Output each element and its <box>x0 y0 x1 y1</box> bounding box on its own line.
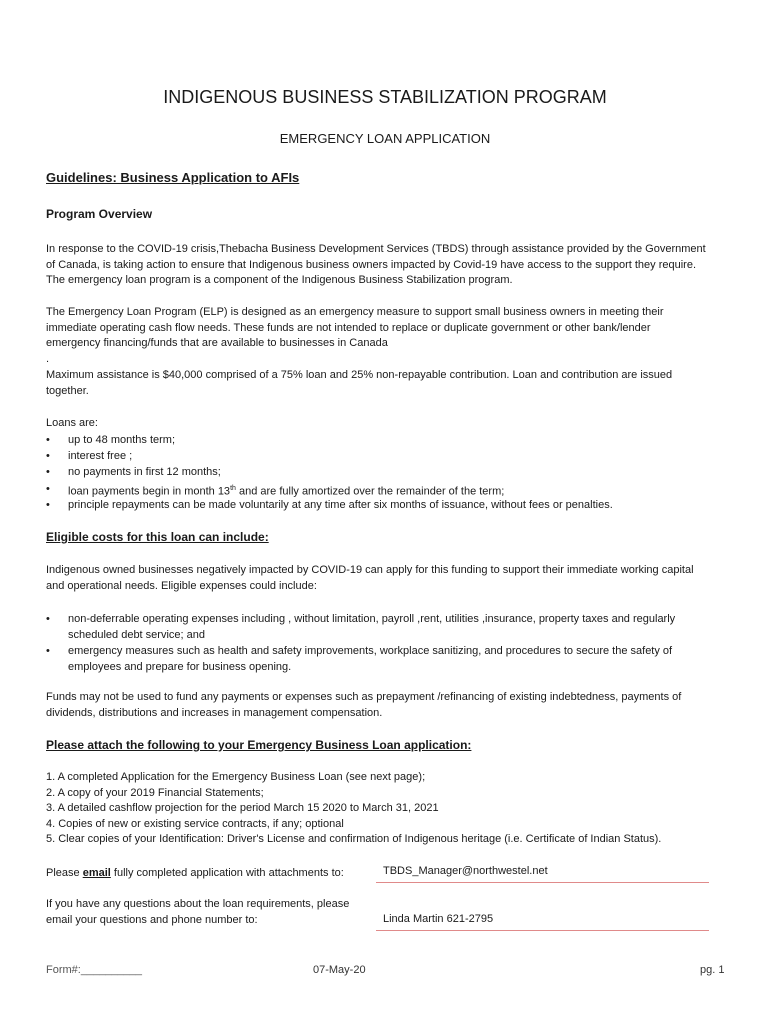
guidelines-heading: Guidelines: Business Application to AFIs <box>46 170 300 185</box>
loans-label: Loans are: <box>46 417 98 429</box>
text-line: of Canada, is taking action to ensure that Indigenous business owners impacted by Covid-19 have access to the support they require. <box>46 258 696 271</box>
text-line: emergency financing/funds that are available to businesses in Canada <box>46 337 388 349</box>
bullet-icon: • <box>46 613 50 625</box>
overview-heading: Program Overview <box>46 207 153 221</box>
overview-paragraph-3 <box>46 368 672 399</box>
list-item: 1. A completed Application for the Emergency Business Loan (see next page); <box>46 771 426 783</box>
funds-paragraph <box>46 690 681 721</box>
bullet-icon: • <box>46 434 50 446</box>
email-field-underline <box>376 882 709 883</box>
text-line: The emergency loan program is a component of the Indigenous Business Stabilization program. <box>46 274 513 286</box>
text-line: If you have any questions about the loan requirements, please <box>46 898 350 910</box>
text-line: The Emergency Loan Program (ELP) is designed as an emergency measure to support small business owners in meeting their <box>46 306 664 318</box>
bullet-icon: • <box>46 499 50 511</box>
attachments-list <box>46 770 661 848</box>
form-number: Form#:__________ <box>46 964 143 976</box>
list-item: 5. Clear copies of your Identification: Driver's License and confirmation of Indigenous heritage (i.e. Certificate of Indian Status). <box>46 833 662 845</box>
list-item: 3. A detailed cashflow projection for the period March 15 2020 to March 31, 2021 <box>46 802 439 814</box>
questions-text <box>46 897 349 928</box>
email-link[interactable]: email <box>82 867 111 879</box>
footer-date: 07-May-20 <box>313 964 366 976</box>
text-line: immediate operating cash flow needs. These funds are not intended to replace or duplicate government or other bank/lender <box>46 321 651 334</box>
email-instruction: Please email fully completed application with attachments to: <box>46 867 344 879</box>
bullet-icon: • <box>46 645 50 657</box>
attach-heading: Please attach the following to your Emergency Business Loan application: <box>46 738 472 752</box>
text-line: dividends, distributions and increases in management compensation. <box>46 706 383 719</box>
text-line: . <box>46 352 50 365</box>
text-line: In response to the COVID-19 crisis,Thebacha Business Development Services (TBDS) through assistance provided by the Government <box>46 243 706 255</box>
bullet-icon: • <box>46 483 50 495</box>
text-line: and operational needs. Eligible expenses could include: <box>46 579 317 592</box>
text-line: Indigenous owned businesses negatively impacted by COVID-19 can apply for this funding to support their immediate working capital <box>46 564 694 576</box>
contact-field-underline <box>376 930 709 931</box>
overview-paragraph-1 <box>46 242 706 289</box>
eligible-heading: Eligible costs for this loan can include: <box>46 530 269 544</box>
contact-value: Linda Martin 621-2795 <box>383 913 494 925</box>
text-line: Funds may not be used to fund any payments or expenses such as prepayment /refinancing of existing indebtedness, payments of <box>46 691 682 703</box>
page-number: pg. 1 <box>700 964 725 976</box>
page-subtitle: EMERGENCY LOAN APPLICATION <box>279 131 491 146</box>
page-title: INDIGENOUS BUSINESS STABILIZATION PROGRAM <box>163 87 607 107</box>
list-item: 2. A copy of your 2019 Financial Statements; <box>46 786 264 799</box>
text-line: email your questions and phone number to: <box>46 913 258 926</box>
eligible-paragraph <box>46 563 694 594</box>
list-item: 4. Copies of new or existing service contracts, if any; optional <box>46 817 344 830</box>
bullet-icon: • <box>46 466 50 478</box>
overview-paragraph-2 <box>46 305 664 367</box>
text-line: Maximum assistance is $40,000 comprised of a 75% loan and 25% non-repayable contribution. Loan and contribution are issued <box>46 369 673 381</box>
email-value[interactable]: TBDS_Manager@northwestel.net <box>383 865 548 877</box>
bullet-icon: • <box>46 450 50 462</box>
text-line: together. <box>46 384 89 397</box>
